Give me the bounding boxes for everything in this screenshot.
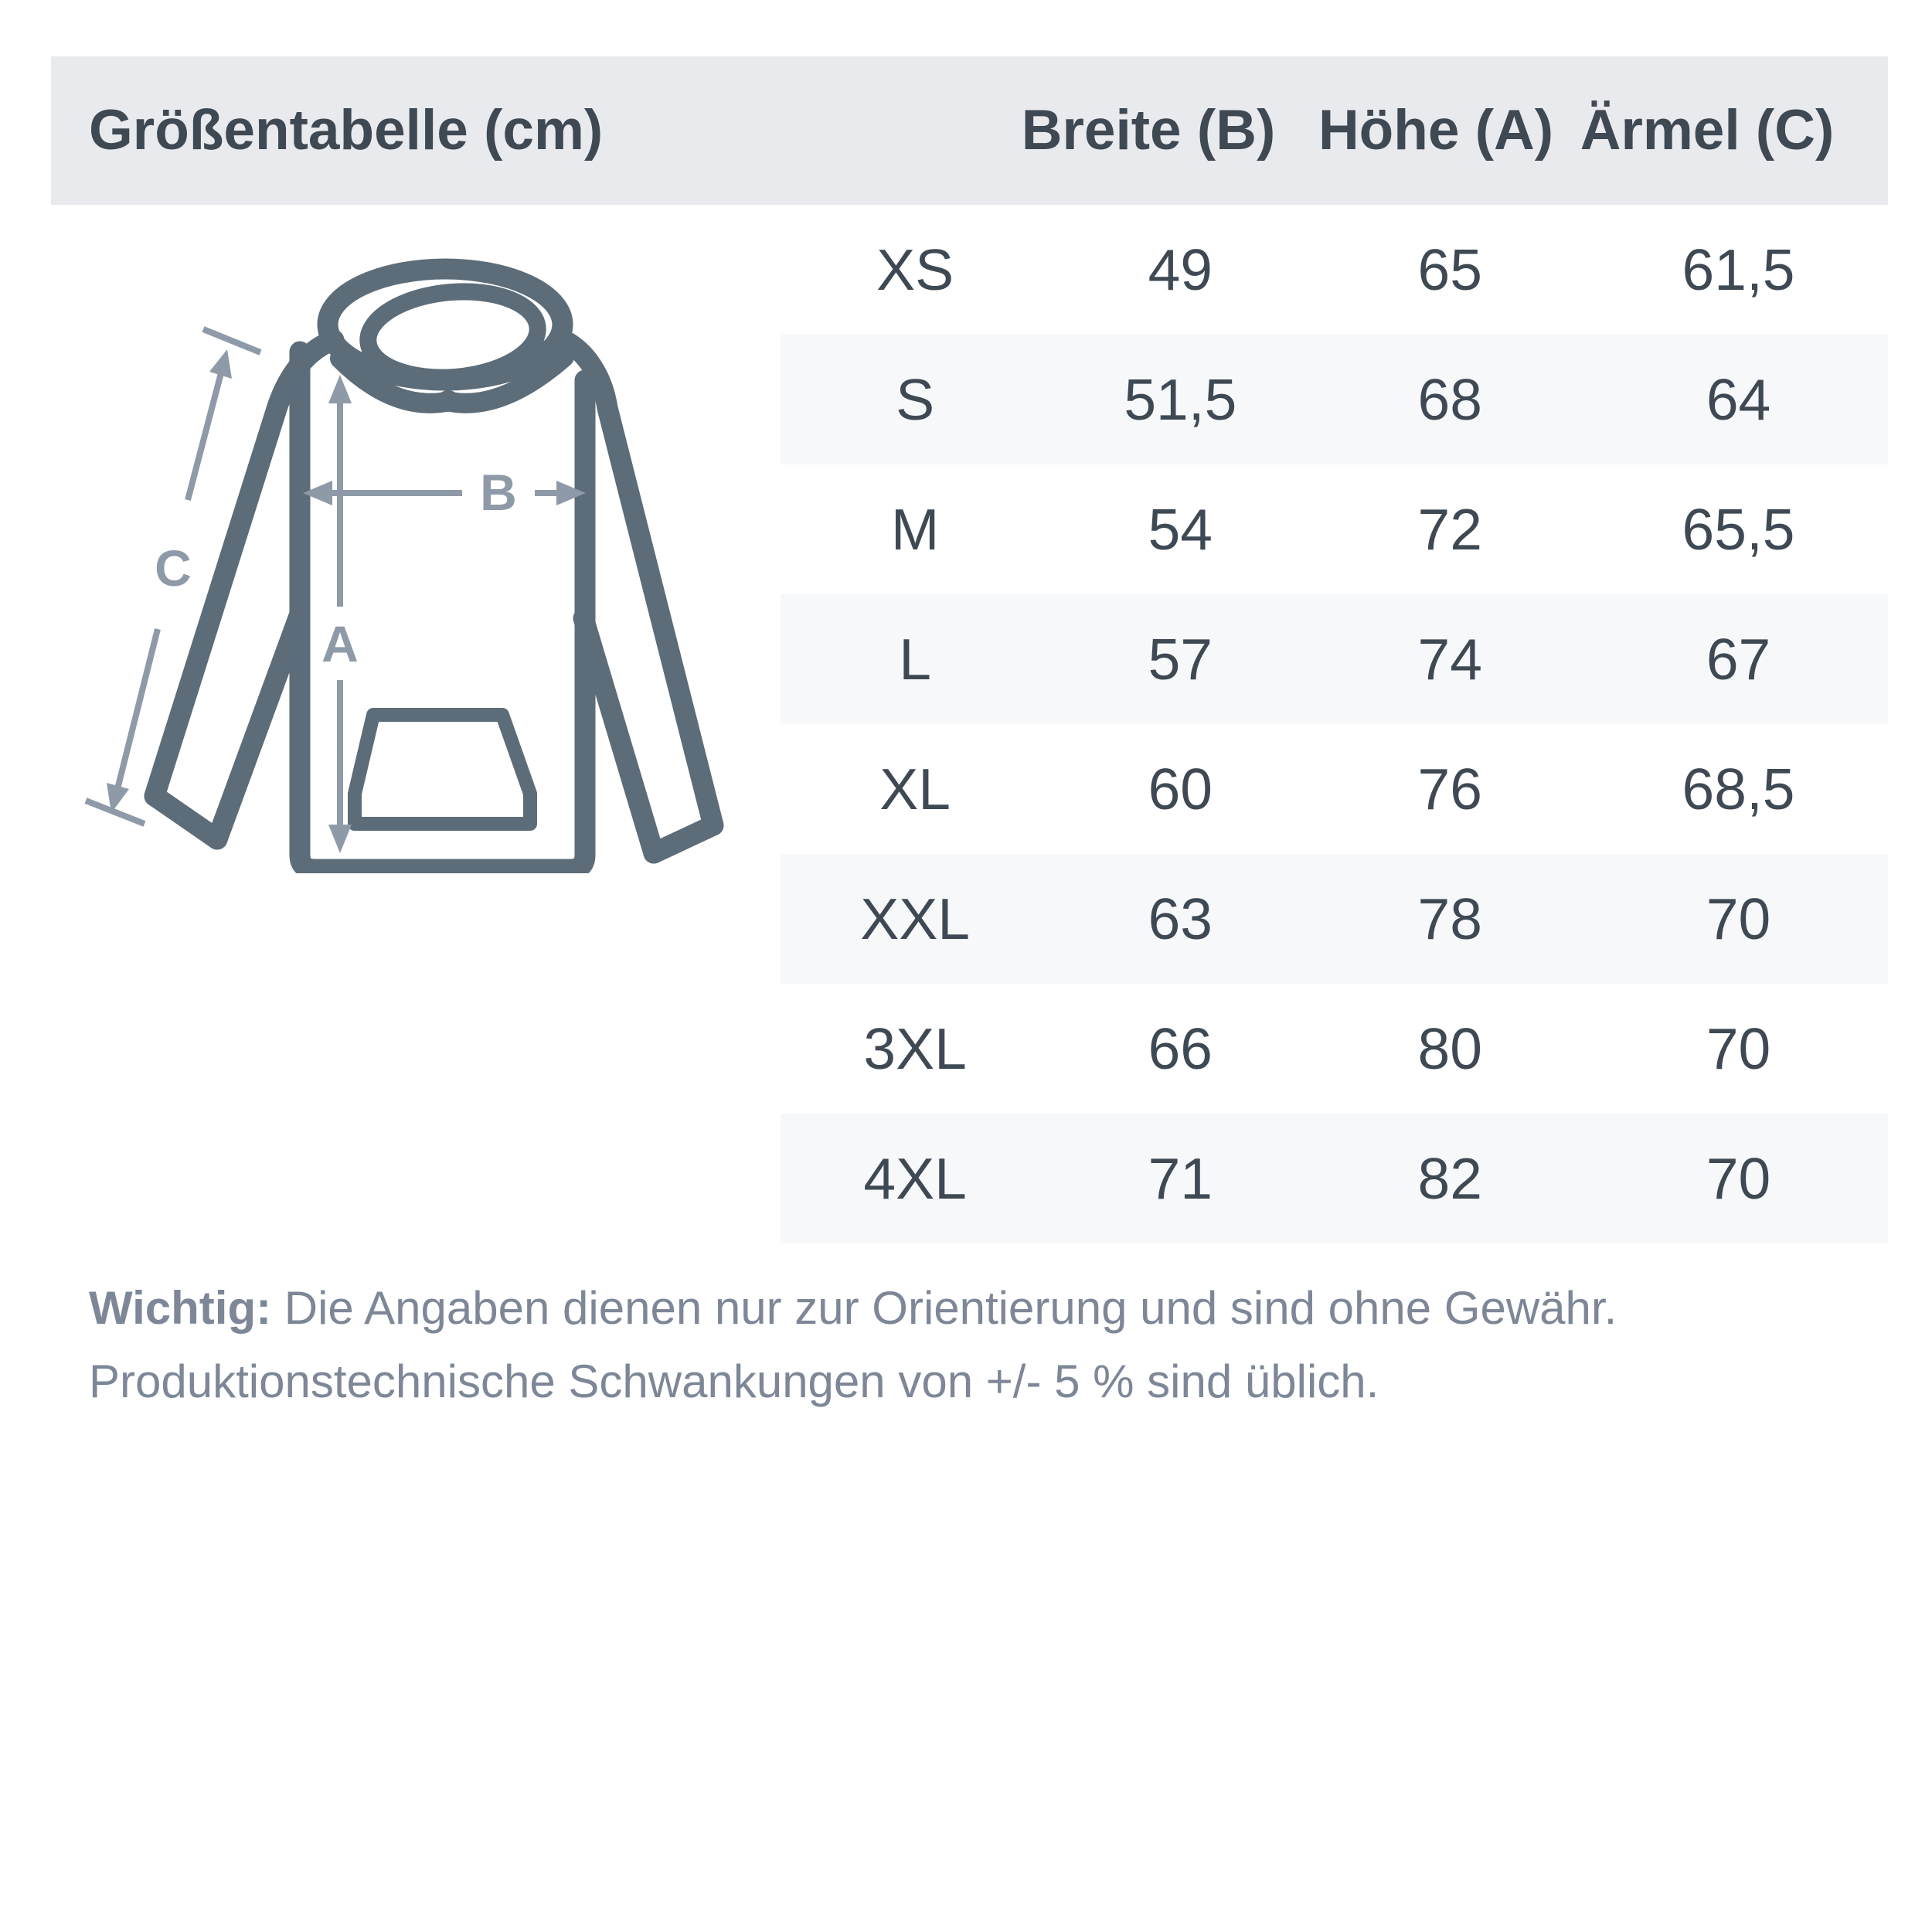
hoodie-outline-icon xyxy=(155,269,713,869)
aermel-value: 70 xyxy=(1706,1016,1771,1081)
page-title: Größentabelle (cm) xyxy=(89,99,604,162)
breite-value: 57 xyxy=(1148,627,1213,692)
label-a: A xyxy=(321,615,359,672)
breite-value: 66 xyxy=(1148,1016,1213,1081)
table-row xyxy=(781,1114,1888,1243)
aermel-value: 65,5 xyxy=(1682,497,1795,562)
table-row xyxy=(781,984,1888,1114)
breite-value: 60 xyxy=(1148,757,1213,821)
table-header xyxy=(51,56,1888,205)
size-label: M xyxy=(890,497,940,562)
disclaimer-note xyxy=(89,1271,1866,1418)
disclaimer-line-1: Wichtig: Die Angaben dienen nur zur Orientierung und sind ohne Gewähr. xyxy=(89,1282,1617,1334)
label-c: C xyxy=(155,539,192,597)
size-label: XXL xyxy=(860,886,970,951)
size-table xyxy=(781,205,1888,1243)
breite-value: 54 xyxy=(1148,497,1213,562)
disclaimer-line-2: Produktionstechnische Schwankungen von +/- 5 % sind üblich. xyxy=(89,1355,1379,1407)
table-row xyxy=(781,205,1888,335)
aermel-value: 70 xyxy=(1706,886,1771,951)
size-label: 4XL xyxy=(863,1146,967,1211)
column-header-aermel: Ärmel (C) xyxy=(1580,99,1835,162)
aermel-value: 68,5 xyxy=(1682,757,1795,821)
aermel-value: 64 xyxy=(1706,367,1771,432)
hoehe-value: 68 xyxy=(1417,367,1482,432)
column-header-breite: Breite (B) xyxy=(1021,99,1276,162)
hoehe-value: 65 xyxy=(1417,237,1482,302)
label-b: B xyxy=(480,464,517,521)
table-row xyxy=(781,464,1888,594)
hoehe-value: 78 xyxy=(1417,886,1482,951)
table-row xyxy=(781,594,1888,724)
table-row xyxy=(781,724,1888,854)
hoehe-value: 76 xyxy=(1417,757,1482,821)
size-label: 3XL xyxy=(863,1016,967,1081)
hoehe-value: 82 xyxy=(1417,1146,1482,1211)
table-row xyxy=(781,854,1888,984)
hoehe-value: 72 xyxy=(1417,497,1482,562)
breite-value: 63 xyxy=(1148,886,1213,951)
measure-arrow-b xyxy=(303,464,586,521)
size-label: L xyxy=(899,627,931,692)
size-label: XS xyxy=(876,237,954,302)
breite-value: 71 xyxy=(1148,1146,1213,1211)
hoehe-value: 80 xyxy=(1417,1016,1482,1081)
size-label: XL xyxy=(879,757,951,821)
breite-value: 49 xyxy=(1148,237,1213,302)
aermel-value: 70 xyxy=(1706,1146,1771,1211)
table-row xyxy=(781,335,1888,464)
aermel-value: 61,5 xyxy=(1682,237,1795,302)
breite-value: 51,5 xyxy=(1124,367,1237,432)
size-label: S xyxy=(896,367,935,432)
hoodie-measurement-diagram xyxy=(62,216,796,873)
disclaimer-label: Wichtig: xyxy=(89,1282,272,1334)
aermel-value: 67 xyxy=(1706,627,1771,692)
hoehe-value: 74 xyxy=(1417,627,1482,692)
column-header-hoehe: Höhe (A) xyxy=(1318,99,1554,162)
